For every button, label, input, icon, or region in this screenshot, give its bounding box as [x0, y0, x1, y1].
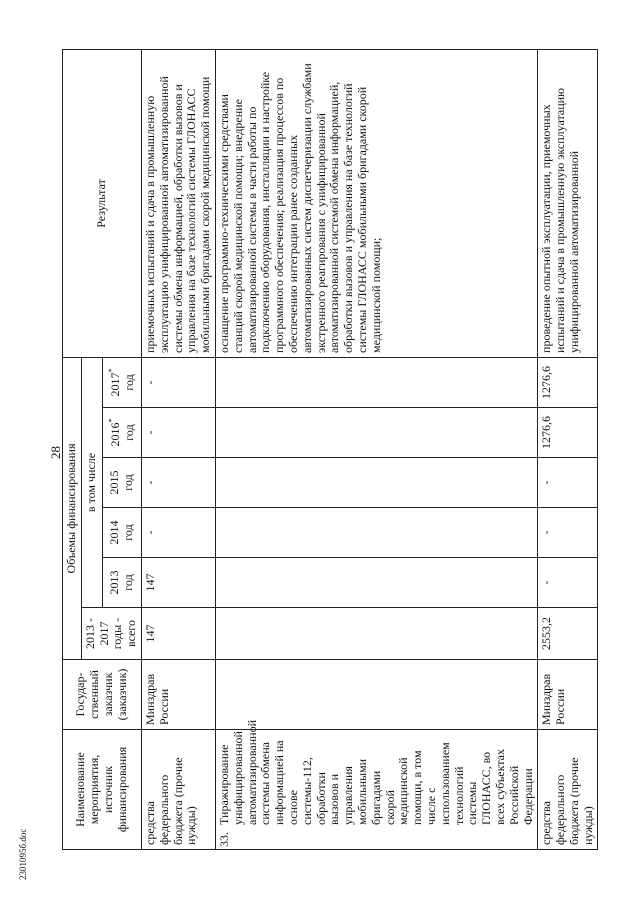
row-2017: 1276,6	[538, 357, 598, 407]
row-2013	[215, 558, 537, 608]
row-customer: Минздрав России	[538, 660, 598, 730]
row-2014: -	[538, 508, 598, 558]
row-2013: 147	[141, 558, 215, 608]
row-2014	[215, 508, 537, 558]
row-number: 33.	[216, 832, 231, 847]
row-2013: -	[538, 558, 598, 608]
row-2017	[215, 357, 537, 407]
row-total	[215, 608, 537, 660]
row-result: приемочных испытаний и сдача в промышленную эксплуатацию унифицированной автоматизированной системы обмена информацией, обработки вызовов и управления на базе технологий системы ГЛОНАСС мобильными бригадами скорой медицинской помощи	[141, 49, 215, 357]
header-total: 2013 - 2017 годы - всего	[81, 608, 141, 660]
row-name	[215, 719, 537, 850]
header-year-2013: 2013 год	[102, 558, 141, 608]
header-year-2014: 2014 год	[102, 508, 141, 558]
row-customer: Минздрав России	[141, 660, 215, 730]
table-row	[141, 49, 215, 849]
row-total: 147	[141, 608, 215, 660]
header-year-2016: 2016* год	[102, 408, 141, 458]
header-year-2017: 2017* год	[102, 357, 141, 407]
row-2016: -	[141, 408, 215, 458]
row-result: проведение опытной эксплуатации, приемочных испытаний и сдача в промышленную эксплуатацию унифицированной автоматизированной	[538, 49, 598, 357]
header-name: Наименование мероприятия, источник финансирования	[63, 730, 142, 850]
row-2015: -	[538, 458, 598, 508]
row-2017: -	[141, 357, 215, 407]
row-2016	[215, 408, 537, 458]
row-total: 2553,2	[538, 608, 598, 660]
row-name: средства федерального бюджета (прочие нужды)	[141, 730, 215, 850]
funding-table	[62, 49, 598, 850]
footer-doc-name: 2301095б.doc	[18, 828, 28, 880]
header-including: в том числе	[81, 357, 102, 607]
row-customer	[215, 660, 537, 730]
table-row	[538, 49, 598, 849]
header-result: Результат	[63, 49, 142, 357]
row-2015	[215, 458, 537, 508]
row-2015: -	[141, 458, 215, 508]
table-row	[215, 49, 537, 849]
row-result: оснащение программно-техническими средствами станций скорой медицинской помощи; внедрение автоматизированной системы в части работы по подключению оборудования, инсталляции и настройке программного обеспечения; реализация процессов по обеспечению интеграции ранее созданных автоматизированных систем диспетчеризации службами экстренного реагирования с унифицированной автоматизированной системой обмена информацией, обработки вызовов и управления на базе технологий системы ГЛОНАСС мобильными бригадами скорой медицинской помощи;	[215, 49, 537, 357]
header-row-1	[63, 49, 82, 849]
row-name: средства федерального бюджета (прочие нужды)	[538, 730, 598, 850]
header-year-2015: 2015 год	[102, 458, 141, 508]
row-2016: 1276,6	[538, 408, 598, 458]
header-funding-group: Объемы финансирования	[63, 357, 82, 659]
page-number: 28	[48, 446, 63, 459]
row-name-text: Тиражирование унифицированной автоматизированной системы обмена информацией на основе системы-112, обработки вызовов и управления мобильными бригадами скорой медицинской помощи, в том числе с использованием технологий системы ГЛОНАСС, во всех субъектах Российской Федерации	[216, 719, 535, 825]
header-customer: Государ-ственный заказчик (заказчик)	[63, 660, 142, 730]
row-2014: -	[141, 508, 215, 558]
